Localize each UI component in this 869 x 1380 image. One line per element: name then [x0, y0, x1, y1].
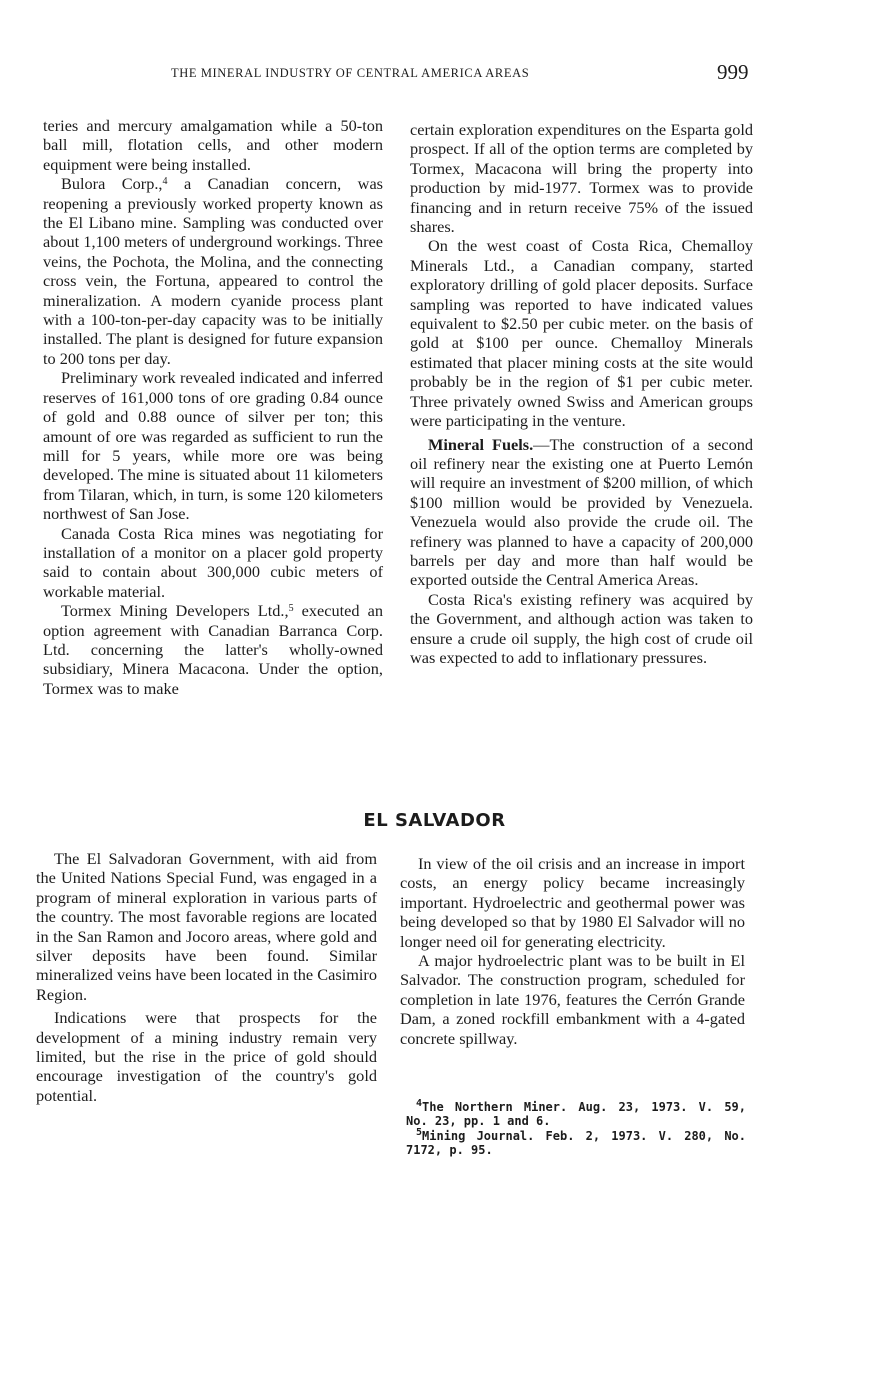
paragraph-text: Tormex Mining Developers Ltd.,: [61, 601, 289, 621]
paragraph: [43, 174, 383, 368]
paragraph: [410, 435, 753, 590]
paragraph-text: executed an option agreement with Canadian Barranca Corp. Ltd. concerning the latter's wholly-owned subsidiary, Minera Macacona. Under the option, Tormex was to make: [43, 601, 383, 698]
footnote-ref: 5: [288, 603, 294, 615]
paragraph: In view of the oil crisis and an increase in import costs, an energy policy became increasingly important. Hydroelectric and geothermal power was being developed so that by 1980 El Salvador will no longer need oil for generating electricity.: [400, 854, 745, 951]
paragraph: [43, 601, 383, 698]
left-column-top: [43, 116, 383, 698]
paragraph: Costa Rica's existing refinery was acquired by the Government, and although action was taken to ensure a crude oil supply, the high cost of crude oil was expected to add to inflationary pressures.: [410, 589, 753, 667]
run-in-heading: Mineral Fuels.: [428, 434, 534, 454]
paragraph: Indications were that prospects for the development of a mining industry remain very limited, but the rise in the price of gold should encourage investigation of the country's gold potential.: [36, 1008, 377, 1105]
paragraph: Preliminary work revealed indicated and inferred reserves of 161,000 tons of ore grading 0.84 ounce of gold and 0.88 ounce of silver per ton; this amount of ore was regarded as sufficient to run the mill for 5 years, while more ore was being developed. The mine is situated about 11 kilometers from Tilaran, which, in turn, is some 120 kilometers northwest of San Jose.: [43, 368, 383, 524]
footnote: [406, 1098, 746, 1128]
running-head: THE MINERAL INDUSTRY OF CENTRAL AMERICA AREAS: [171, 66, 530, 80]
paragraph: The El Salvadoran Government, with aid from the United Nations Special Fund, was engaged in a program of mineral exploration in various parts of the country. The most favorable regions are located in the San Ramon and Jocoro areas, where gold and silver deposits have been found. Similar mineralized veins have been located in the Casimiro Region.: [36, 849, 377, 1004]
footnote-mark: 4: [416, 1098, 423, 1109]
paragraph-text: Bulora Corp.,: [61, 174, 163, 194]
section-heading: EL SALVADOR: [363, 810, 506, 831]
right-column-top: [410, 120, 753, 667]
paragraph-text: a Canadian concern, was reopening a previously worked property known as the El Libano mine. Sampling was conducted over about 1,100 meters of underground workings. Three veins, the Pochota, the Molina, and the connecting cross vein, the Fortuna, appeared to control the mineralization. A modern cyanide process plant with a 100-ton-per-day capacity was to be initially installed. The plant is designed for future expansion to 200 tons per day.: [43, 174, 384, 368]
paragraph: Canada Costa Rica mines was negotiating for installation of a monitor on a placer gold property said to contain about 300,000 cubic meters of workable material.: [43, 523, 383, 601]
footnote-mark: 5: [416, 1127, 423, 1138]
footnote-text: The Northern Miner. Aug. 23, 1973. V. 59, No. 23, pp. 1 and 6.: [406, 1100, 746, 1128]
footnote-ref: 4: [162, 176, 168, 188]
right-column-bottom: [400, 854, 745, 1048]
page-number: 999: [717, 60, 749, 84]
paragraph: certain exploration expenditures on the Esparta gold prospect. If all of the option terms are completed by Tormex, Macacona will bring the property into production by mid-1977. Tormex was to provide financing and in return receive 75% of the issued shares.: [410, 120, 753, 237]
page-header: [0, 60, 869, 90]
paragraph: teries and mercury amalgamation while a 50-ton ball mill, flotation cells, and other modern equipment were being installed.: [43, 116, 383, 174]
footnote: [406, 1127, 746, 1157]
footnotes: [406, 1098, 746, 1159]
paragraph-text: —The construction of a second oil refinery near the existing one at Puerto Lemón will require an investment of $200 million, of which $100 million would be provided by Venezuela. Venezuela would also provide the crude oil. The refinery was planned to have a capacity of 200,000 barrels per day and more than half would be exported outside the Central America Areas.: [410, 434, 754, 590]
left-column-bottom: [36, 849, 377, 1105]
paragraph: On the west coast of Costa Rica, Chemalloy Minerals Ltd., a Canadian company, started exploratory drilling of gold placer deposits. Surface sampling was reported to have indicated values equivalent to $2.50 per cubic meter. on the basis of gold at $100 per ounce. Chemalloy Minerals estimated that placer mining costs at the site would probably be in the region of $1 per cubic meter. Three privately owned Swiss and American groups were participating in the venture.: [410, 236, 753, 431]
paragraph: A major hydroelectric plant was to be built in El Salvador. The construction program, scheduled for completion in late 1976, features the Cerrón Grande Dam, a zoned rockfill embankment with a 4-gated concrete spillway.: [400, 951, 745, 1048]
footnote-text: Mining Journal. Feb. 2, 1973. V. 280, No. 7172, p. 95.: [406, 1129, 746, 1157]
